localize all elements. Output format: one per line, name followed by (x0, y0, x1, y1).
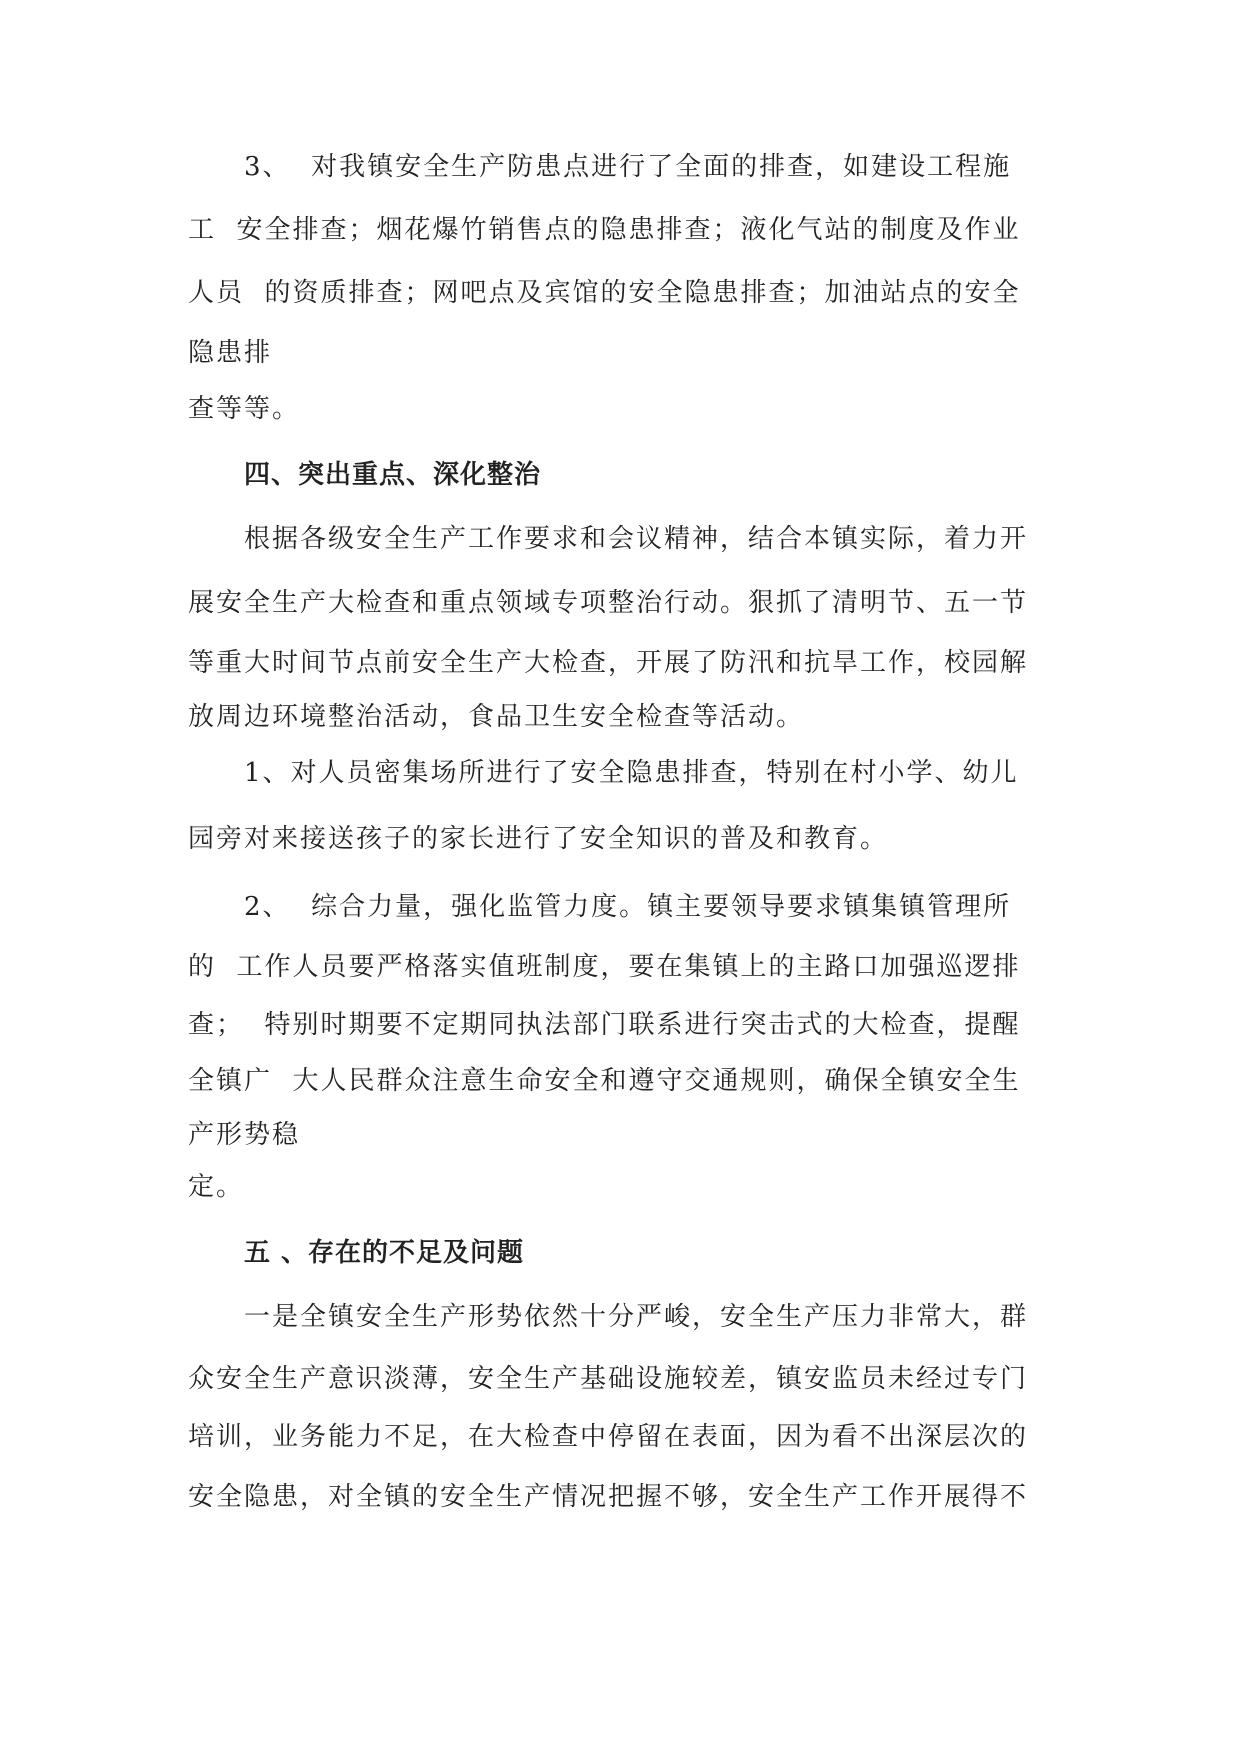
section-3-line-5: 查等等。 (188, 394, 301, 424)
para-5-line-2: 众安全生产意识淡薄，安全生产基础设施较差，镇安监员未经过专门 (188, 1364, 1029, 1394)
item-2-line-2: 的 工作人员要严格落实值班制度，要在集镇上的主路口加强巡逻排 (188, 952, 1021, 982)
item-1-line-1: 1、对人员密集场所进行了安全隐患排查，特别在村小学、幼儿 (244, 758, 1019, 788)
item-2-line-1: 2、 综合力量，强化监管力度。镇主要领导要求镇集镇管理所 (244, 892, 1012, 922)
heading-section-4: 四、突出重点、深化整治 (244, 460, 542, 490)
para-5-line-1: 一是全镇安全生产形势依然十分严峻，安全生产压力非常大，群 (244, 1302, 1029, 1332)
section-3-line-3: 人员 的资质排查；网吧点及宾馆的安全隐患排查；加油站点的安全 (188, 278, 1021, 308)
para-5-line-3: 培训，业务能力不足，在大检查中停留在表面，因为看不出深层次的 (188, 1422, 1029, 1452)
item-2-line-4: 全镇广 大人民群众注意生命安全和遵守交通规则，确保全镇安全生 (188, 1066, 1021, 1096)
heading-section-5: 五 、存在的不足及问题 (244, 1238, 525, 1268)
section-3-line-1: 3、 对我镇安全生产防患点进行了全面的排查，如建设工程施 (244, 152, 1012, 182)
section-3-line-4: 隐患排 (188, 338, 273, 368)
para-4-line-2: 展安全生产大检查和重点领域专项整治行动。狠抓了清明节、五一节 (188, 588, 1029, 618)
item-1-line-2: 园旁对来接送孩子的家长进行了安全知识的普及和教育。 (188, 824, 889, 854)
item-2-line-5: 产形势稳 (188, 1120, 301, 1150)
para-4-line-1: 根据各级安全生产工作要求和会议精神，结合本镇实际，着力开 (244, 524, 1029, 554)
item-2-line-3: 查； 特别时期要不定期同执法部门联系进行突击式的大检查，提醒 (188, 1010, 1021, 1040)
para-4-line-3: 等重大时间节点前安全生产大检查，开展了防汛和抗旱工作，校园解 (188, 648, 1029, 678)
section-3-line-2: 工 安全排查；烟花爆竹销售点的隐患排查；液化气站的制度及作业 (188, 215, 1021, 245)
item-2-line-6: 定。 (188, 1172, 245, 1202)
para-4-line-4: 放周边环境整治活动，食品卫生安全检查等活动。 (188, 702, 805, 732)
para-5-line-4: 安全隐患，对全镇的安全生产情况把握不够，安全生产工作开展得不 (188, 1482, 1029, 1512)
